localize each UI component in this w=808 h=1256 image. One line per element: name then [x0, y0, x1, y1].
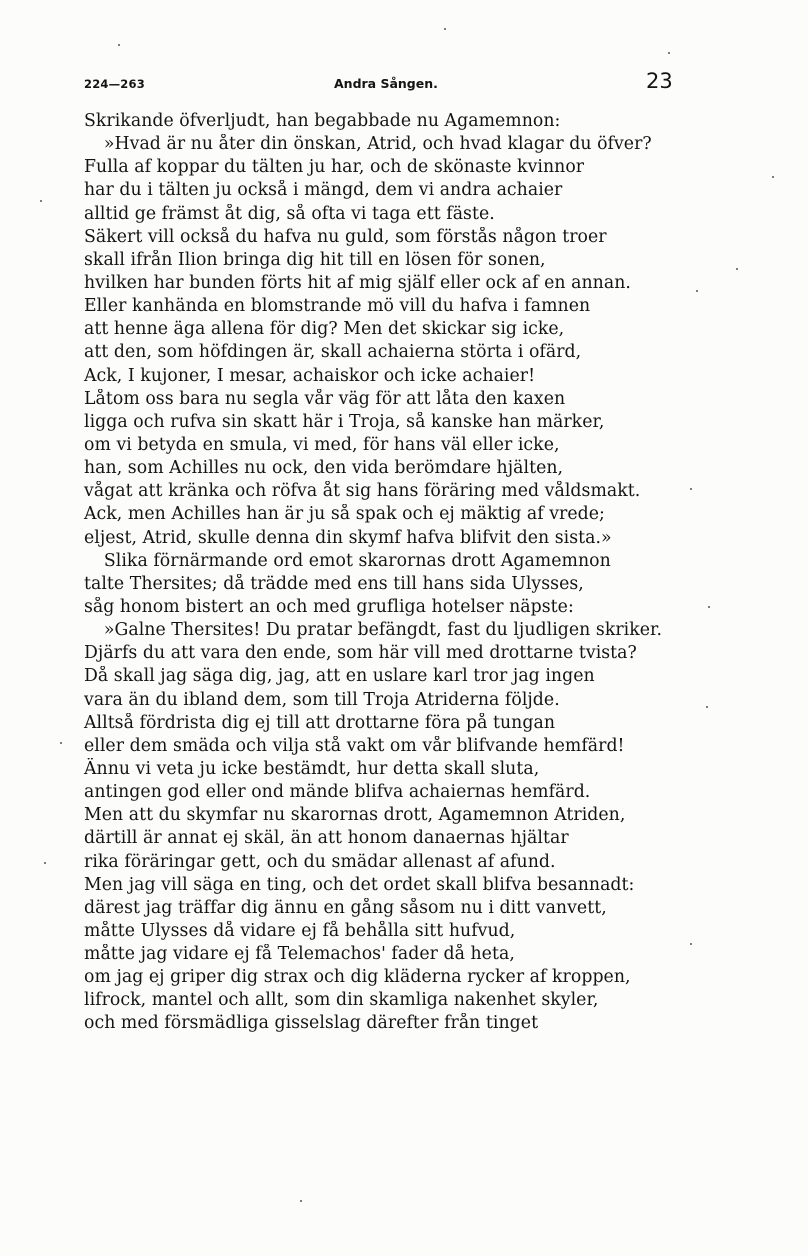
text-line: »Galne Thersites! Du pratar befängdt, fast du ljudligen skriker. [103, 620, 662, 641]
text-line: och med försmädliga gisselslag därefter från tinget [84, 1013, 539, 1034]
text-line: hvilken har bunden förts hit af mig själf eller ock af en annan. [84, 272, 631, 293]
text-line: Ack, I kujoner, I mesar, achaiskor och icke achaier! [84, 365, 536, 386]
text-line: Säkert vill också du hafva nu guld, som förstås någon troer [84, 226, 607, 247]
text-line: såg honom bistert an och med grufliga hotelser näpste: [84, 596, 574, 617]
text-line: därest jag träffar dig ännu en gång såsom nu i ditt vanvett, [84, 897, 607, 918]
text-line: rika föräringar gett, och du smädar allenast af afund. [84, 851, 556, 872]
text-line: att den, som höfdingen är, skall achaierna störta i ofärd, [84, 342, 582, 363]
text-line: måtte Ulysses då vidare ej få behålla sitt hufvud, [84, 920, 516, 941]
text-line: har du i tälten ju också i mängd, dem vi andra achaier [84, 180, 563, 201]
text-line: Djärfs du att vara den ende, som här vill med drottarne tvista? [84, 643, 637, 664]
text-line: Skrikande öfverljudt, han begabbade nu Agamemnon: [84, 111, 561, 131]
text-line: talte Thersites; då trädde med ens till hans sida Ulysses, [84, 573, 584, 594]
page-number: 23 [646, 69, 673, 93]
text-line: skall ifrån Ilion bringa dig hit till en lösen för sonen, [84, 249, 546, 270]
text-line: antingen god eller ond mände blifva achaiernas hemfärd. [84, 782, 591, 803]
text-line: Fulla af koppar du tälten ju har, och de skönaste kvinnor [84, 157, 585, 178]
page-header [84, 69, 684, 97]
text-line: han, som Achilles nu ock, den vida berömdare hjälten, [84, 458, 564, 479]
text-line: alltid ge främst åt dig, så ofta vi taga ett fäste. [84, 203, 495, 224]
text-line: vågat att kränka och röfva åt sig hans föräring med våldsmakt. [84, 481, 641, 502]
text-line: Men att du skymfar nu skarornas drott, Agamemnon Atriden, [84, 805, 626, 826]
text-line: vara än du ibland dem, som till Troja Atriderna följde. [84, 689, 560, 710]
text-line: Låtom oss bara nu segla vår väg för att låta den kaxen [84, 388, 566, 409]
text-line: eljest, Atrid, skulle denna din skymf hafva blifvit den sista.» [84, 527, 612, 548]
text-line: Då skall jag säga dig, jag, att en uslare karl tror jag ingen [84, 666, 595, 687]
text-line: Ack, men Achilles han är ju så spak och ej mäktig af vrede; [84, 504, 605, 525]
text-line: Ännu vi veta ju icke bestämdt, hur detta skall sluta, [84, 758, 540, 779]
line-range: 224—263 [84, 77, 145, 91]
text-line: Men jag vill säga en ting, och det ordet skall blifva besannadt: [84, 874, 635, 895]
text-line: måtte jag vidare ej få Telemachos' fader då heta, [84, 944, 515, 965]
text-line: Slika förnärmande ord emot skarornas drott Agamemnon [103, 550, 611, 571]
text-line: lifrock, mantel och allt, som din skamliga nakenhet skyler, [84, 990, 599, 1011]
text-line: ligga och rufva sin skatt här i Troja, så kanske han märker, [84, 411, 605, 432]
text-line: Eller kanhända en blomstrande mö vill du hafva i famnen [84, 296, 591, 317]
poem-text [84, 110, 704, 1036]
text-line: eller dem smäda och vilja stå vakt om vår blifvande hemfärd! [84, 735, 625, 756]
text-line: att henne äga allena för dig? Men det skickar sig icke, [84, 319, 565, 340]
chapter-title: Andra Sången. [334, 76, 438, 91]
text-line: om jag ej griper dig strax och dig kläderna rycker af kroppen, [84, 967, 631, 988]
text-line: därtill är annat ej skäl, än att honom danaernas hjältar [84, 828, 569, 849]
text-line: om vi betyda en smula, vi med, för hans väl eller icke, [84, 434, 560, 455]
text-line: Alltså fördrista dig ej till att drottarne föra på tungan [84, 712, 556, 733]
text-line: »Hvad är nu åter din önskan, Atrid, och hvad klagar du öfver? [103, 134, 652, 155]
